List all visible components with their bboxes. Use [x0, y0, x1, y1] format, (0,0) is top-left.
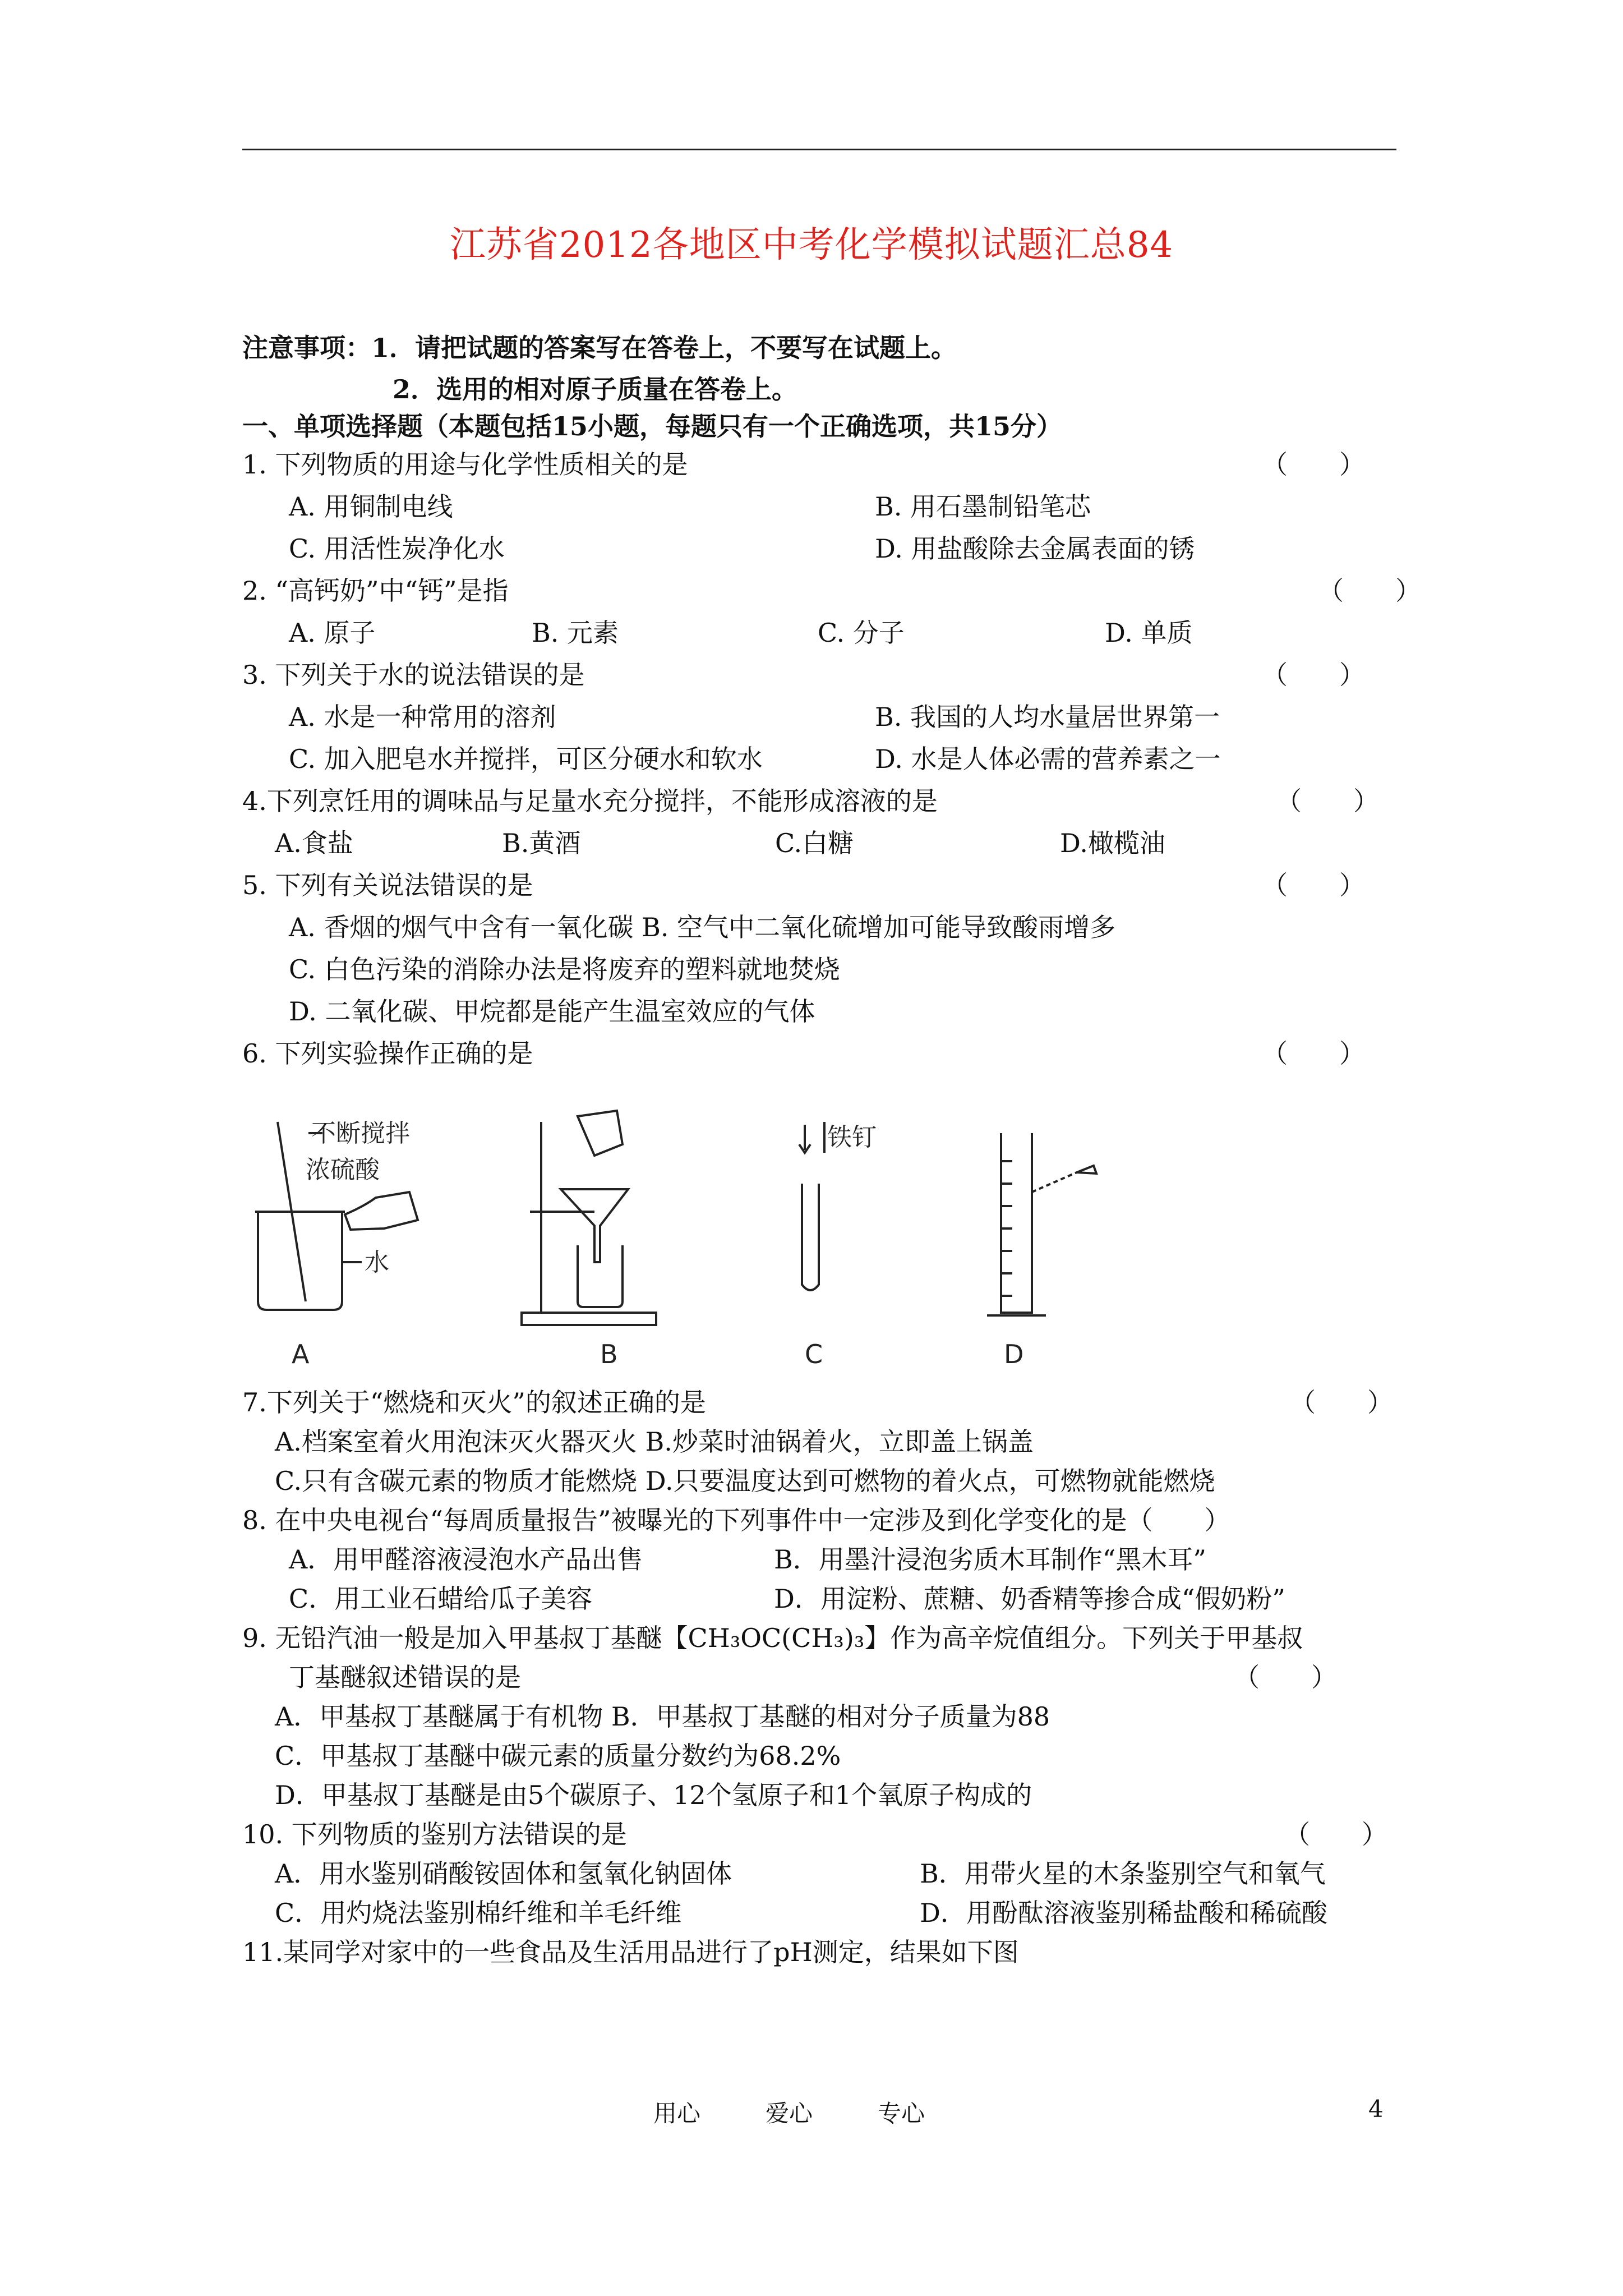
q1-option-a: A. 用铜制电线	[289, 491, 453, 522]
q7-stem: 7.下列关于“燃烧和灭火”的叙述正确的是	[242, 1387, 706, 1418]
q3-option-d: D. 水是人体必需的营养素之一	[875, 744, 1221, 774]
figure-c-label-nail: 铁钉	[827, 1123, 877, 1152]
q5-answer-blank: （ ）	[1262, 870, 1365, 900]
q4-answer-blank: （ ）	[1276, 786, 1379, 816]
q8-option-d: D．用淀粉、蔗糖、奶香精等掺合成“假奶粉”	[774, 1584, 1285, 1614]
q7-answer-blank: （ ）	[1290, 1387, 1393, 1418]
q8-stem: 8. 在中央电视台“每周质量报告”被曝光的下列事件中一定涉及到化学变化的是（ ）	[242, 1505, 1230, 1535]
page-number: 4	[1368, 2095, 1384, 2123]
figure-b-letter: B	[600, 1339, 618, 1369]
q2-option-c: C. 分子	[818, 618, 905, 648]
notes-line-1: 注意事项：1．请把试题的答案写在答卷上，不要写在试题上。	[242, 333, 957, 363]
q1-stem: 1. 下列物质的用途与化学性质相关的是	[242, 449, 688, 480]
figure-b-filtration-icon	[522, 1111, 656, 1325]
figure-c-test-tube-icon	[799, 1122, 824, 1290]
notes-line-2: 2．选用的相对原子质量在答卷上。	[393, 374, 798, 404]
figure-a-label-water: 水	[365, 1248, 389, 1277]
q3-option-a: A. 水是一种常用的溶剂	[289, 702, 556, 732]
q9-option-ab: A．甲基叔丁基醚属于有机物 B．甲基叔丁基醚的相对分子质量为88	[275, 1701, 1050, 1732]
q1-option-d: D. 用盐酸除去金属表面的锈	[875, 533, 1195, 564]
q10-option-d: D．用酚酞溶液鉴别稀盐酸和稀硫酸	[920, 1898, 1327, 1928]
q4-option-a: A.食盐	[275, 828, 353, 858]
q3-option-b: B. 我国的人均水量居世界第一	[875, 702, 1220, 732]
q10-option-c: C．用灼烧法鉴别棉纤维和羊毛纤维	[275, 1898, 682, 1928]
q7-option-cd: C.只有含碳元素的物质才能燃烧 D.只要温度达到可燃物的着火点，可燃物就能燃烧	[275, 1466, 1215, 1496]
q11-stem: 11.某同学对家中的一些食品及生活用品进行了pH测定，结果如下图	[242, 1937, 1019, 1967]
q10-answer-blank: （ ）	[1284, 1819, 1387, 1849]
q9-option-c: C．甲基叔丁基醚中碳元素的质量分数约为68.2%	[275, 1741, 841, 1771]
q9-stem-line-2: 丁基醚叙述错误的是	[289, 1662, 521, 1692]
q8-option-b: B．用墨汁浸泡劣质木耳制作“黑木耳”	[774, 1544, 1206, 1575]
q2-option-a: A. 原子	[289, 618, 376, 648]
figure-a-label-acid: 浓硫酸	[306, 1156, 380, 1184]
q6-figure	[224, 1099, 1122, 1380]
figure-d-cylinder-icon	[987, 1133, 1096, 1315]
q7-option-ab: A.档案室着火用泡沫灭火器灭火 B.炒菜时油锅着火，立即盖上锅盖	[275, 1427, 1034, 1457]
q9-answer-blank: （ ）	[1234, 1662, 1337, 1692]
q4-stem: 4.下列烹饪用的调味品与足量水充分搅拌，不能形成溶液的是	[242, 786, 938, 816]
q2-option-b: B. 元素	[532, 618, 619, 648]
q5-option-d: D. 二氧化碳、甲烷都是能产生温室效应的气体	[289, 996, 815, 1027]
q6-answer-blank: （ ）	[1262, 1038, 1365, 1069]
footer-right: 专心	[878, 2100, 925, 2127]
q9-stem-line-1: 9. 无铅汽油一般是加入甲基叔丁基醚【CH₃OC(CH₃)₃】作为高辛烷值组分。下列关于甲基叔	[242, 1623, 1303, 1653]
q8-option-a: A．用甲醛溶液浸泡水产品出售	[289, 1544, 643, 1575]
q8-option-c: C．用工业石蜡给瓜子美容	[289, 1584, 593, 1614]
figure-a-letter: A	[292, 1339, 310, 1369]
section-heading: 一、单项选择题（本题包括15小题，每题只有一个正确选项，共15分）	[242, 411, 1063, 441]
figure-a-label-stir: 不断搅拌	[311, 1119, 410, 1148]
q2-stem: 2. “高钙奶”中“钙”是指	[242, 576, 509, 606]
q5-option-c: C. 白色污染的消除办法是将废弃的塑料就地焚烧	[289, 954, 840, 984]
q4-option-c: C.白糖	[775, 828, 854, 858]
page-title: 江苏省2012各地区中考化学模拟试题汇总84	[449, 224, 1174, 266]
q9-option-d: D．甲基叔丁基醚是由5个碳原子、12个氢原子和1个氧原子构成的	[275, 1780, 1032, 1810]
q2-option-d: D. 单质	[1105, 618, 1193, 648]
q4-option-d: D.橄榄油	[1060, 828, 1165, 858]
figure-a-beaker-icon	[255, 1122, 418, 1310]
q2-answer-blank: （ ）	[1318, 576, 1421, 606]
q10-stem: 10. 下列物质的鉴别方法错误的是	[242, 1819, 627, 1849]
q1-option-c: C. 用活性炭净化水	[289, 533, 505, 564]
footer-left: 用心	[653, 2100, 701, 2127]
q5-stem: 5. 下列有关说法错误的是	[242, 870, 533, 900]
q4-option-b: B.黄酒	[502, 828, 581, 858]
figure-d-letter: D	[1004, 1339, 1024, 1369]
q1-option-b: B. 用石墨制铅笔芯	[875, 491, 1091, 522]
q10-option-a: A．用水鉴别硝酸铵固体和氢氧化钠固体	[275, 1858, 732, 1889]
figure-c-letter: C	[805, 1339, 823, 1369]
q3-option-c: C. 加入肥皂水并搅拌，可区分硬水和软水	[289, 744, 763, 774]
q6-stem: 6. 下列实验操作正确的是	[242, 1038, 533, 1069]
q1-answer-blank: （ ）	[1262, 449, 1365, 480]
q3-stem: 3. 下列关于水的说法错误的是	[242, 660, 585, 690]
q10-option-b: B．用带火星的木条鉴别空气和氧气	[920, 1858, 1326, 1889]
q3-answer-blank: （ ）	[1262, 660, 1365, 690]
q5-option-ab: A. 香烟的烟气中含有一氧化碳 B. 空气中二氧化硫增加可能导致酸雨增多	[289, 912, 1116, 942]
header-rule	[242, 149, 1396, 150]
footer-mid: 爱心	[766, 2100, 813, 2127]
